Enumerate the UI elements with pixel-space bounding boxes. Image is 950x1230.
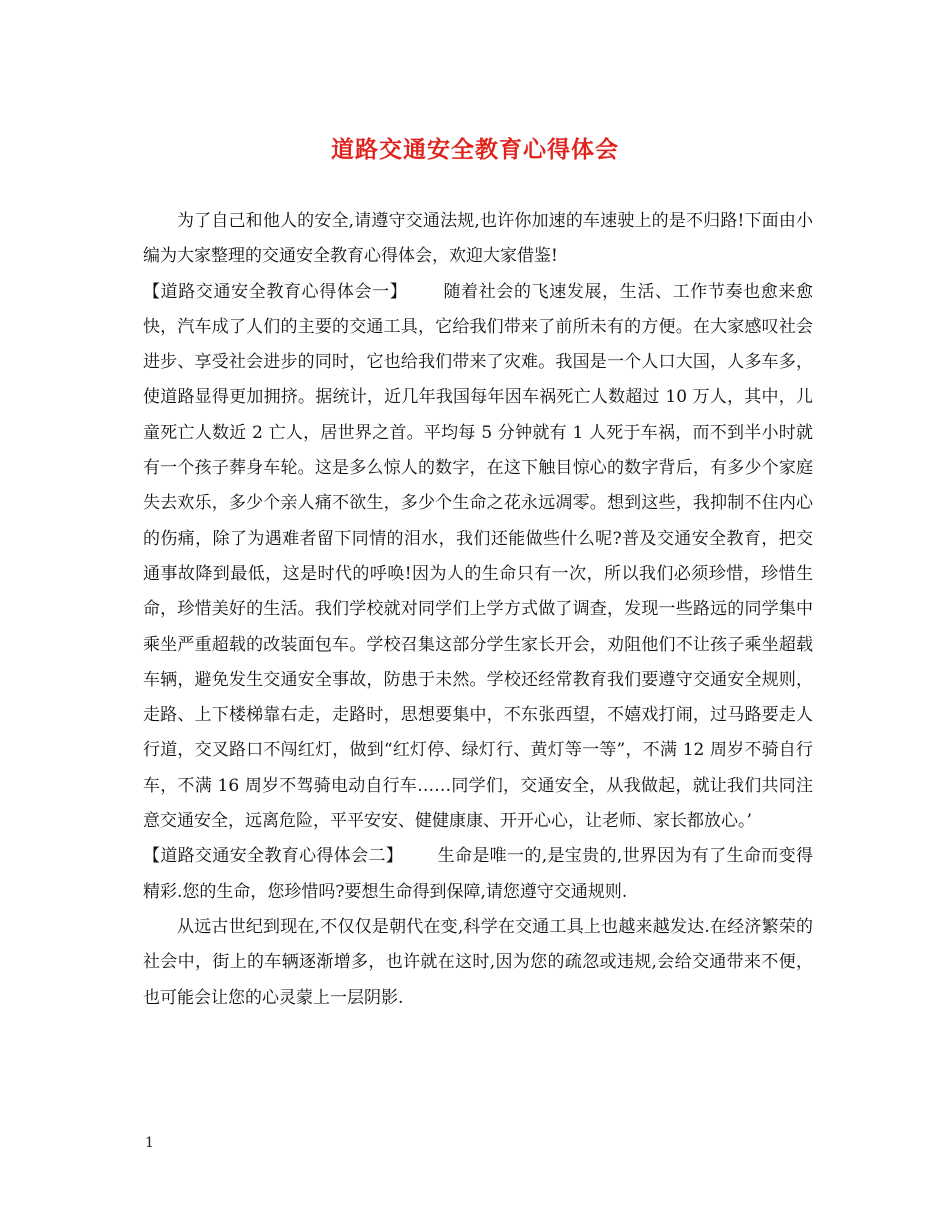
document-body: [143, 204, 813, 1016]
section-one: [143, 275, 813, 840]
section-two-text: 生命是唯一的,是宝贵的,世界因为有了生命而变得精彩.您的生命，您珍惜吗?要想生命得到保障,请您遵守交通规则.: [143, 846, 813, 902]
intro-paragraph: 为了自己和他人的安全,请遵守交通法规,也许你加速的车速驶上的是不归路!下面由小编为大家整理的交通安全教育心得体会，欢迎大家借鉴!: [143, 211, 813, 267]
page-number: 1: [145, 1135, 154, 1151]
section-one-heading: 【道路交通安全教育心得体会一】: [143, 281, 408, 302]
section-one-text: 随着社会的飞速发展，生活、工作节奏也愈来愈快，汽车成了人们的主要的交通工具，它给我们带来了前所未有的方便。在大家感叹社会进步、享受社会进步的同时，它也给我们带来了灾难。我国是一个人口大国，人多车多，使道路显得更加拥挤。据统计，近几年我国每年因车祸死亡人数超过 10 万人，其中，儿童死亡人数近 2 亡人，居世界之首。平均每 5 分钟就有 1 人死于车祸，而不到半小时就有一个孩子葬身车轮。这是多么惊人的数字，在这下触目惊心的数字背后，有多少个家庭失去欢乐，多少个亲人痛不欲生，多少个生命之花永远凋零。想到这些，我抑制不住内心的伤痛，除了为遇难者留下同情的泪水，我们还能做些什么呢?普及交通安全教育，把交通事故降到最低，这是时代的呼唤!因为人的生命只有一次，所以我们必须珍惜，珍惜生命，珍惜美好的生活。我们学校就对同学们上学方式做了调查，发现一些路远的同学集中乘坐严重超载的改装面包车。学校召集这部分学生家长开会，劝阻他们不让孩子乘坐超载车辆，避免发生交通安全事故，防患于未然。学校还经常教育我们要遵守交通安全规则，走路、上下楼梯靠右走，走路时，思想要集中，不东张西望，不嬉戏打闹，过马路要走人行道，交叉路口不闯红灯，做到“红灯停、绿灯行、黄灯等一等”，不满 12 周岁不骑自行车，不满 16 周岁不驾骑电动自行车……同学们，交通安全，从我做起，就让我们共同注意交通安全，远离危险，平平安安、健健康康、开开心心，让老师、家长都放心。’: [143, 281, 813, 832]
document-title: 道路交通安全教育心得体会: [331, 136, 619, 163]
section-two-paragraph: 从远古世纪到现在,不仅仅是朝代在变,科学在交通工具上也越来越发达.在经济繁荣的社会中，街上的车辆逐渐增多，也许就在这时,因为您的疏忽或违规,会给交通带来不便，也可能会让您的心灵蒙上一层阴影.: [143, 916, 813, 1008]
section-two: [143, 839, 813, 910]
section-two-heading: 【道路交通安全教育心得体会二】: [143, 846, 404, 867]
